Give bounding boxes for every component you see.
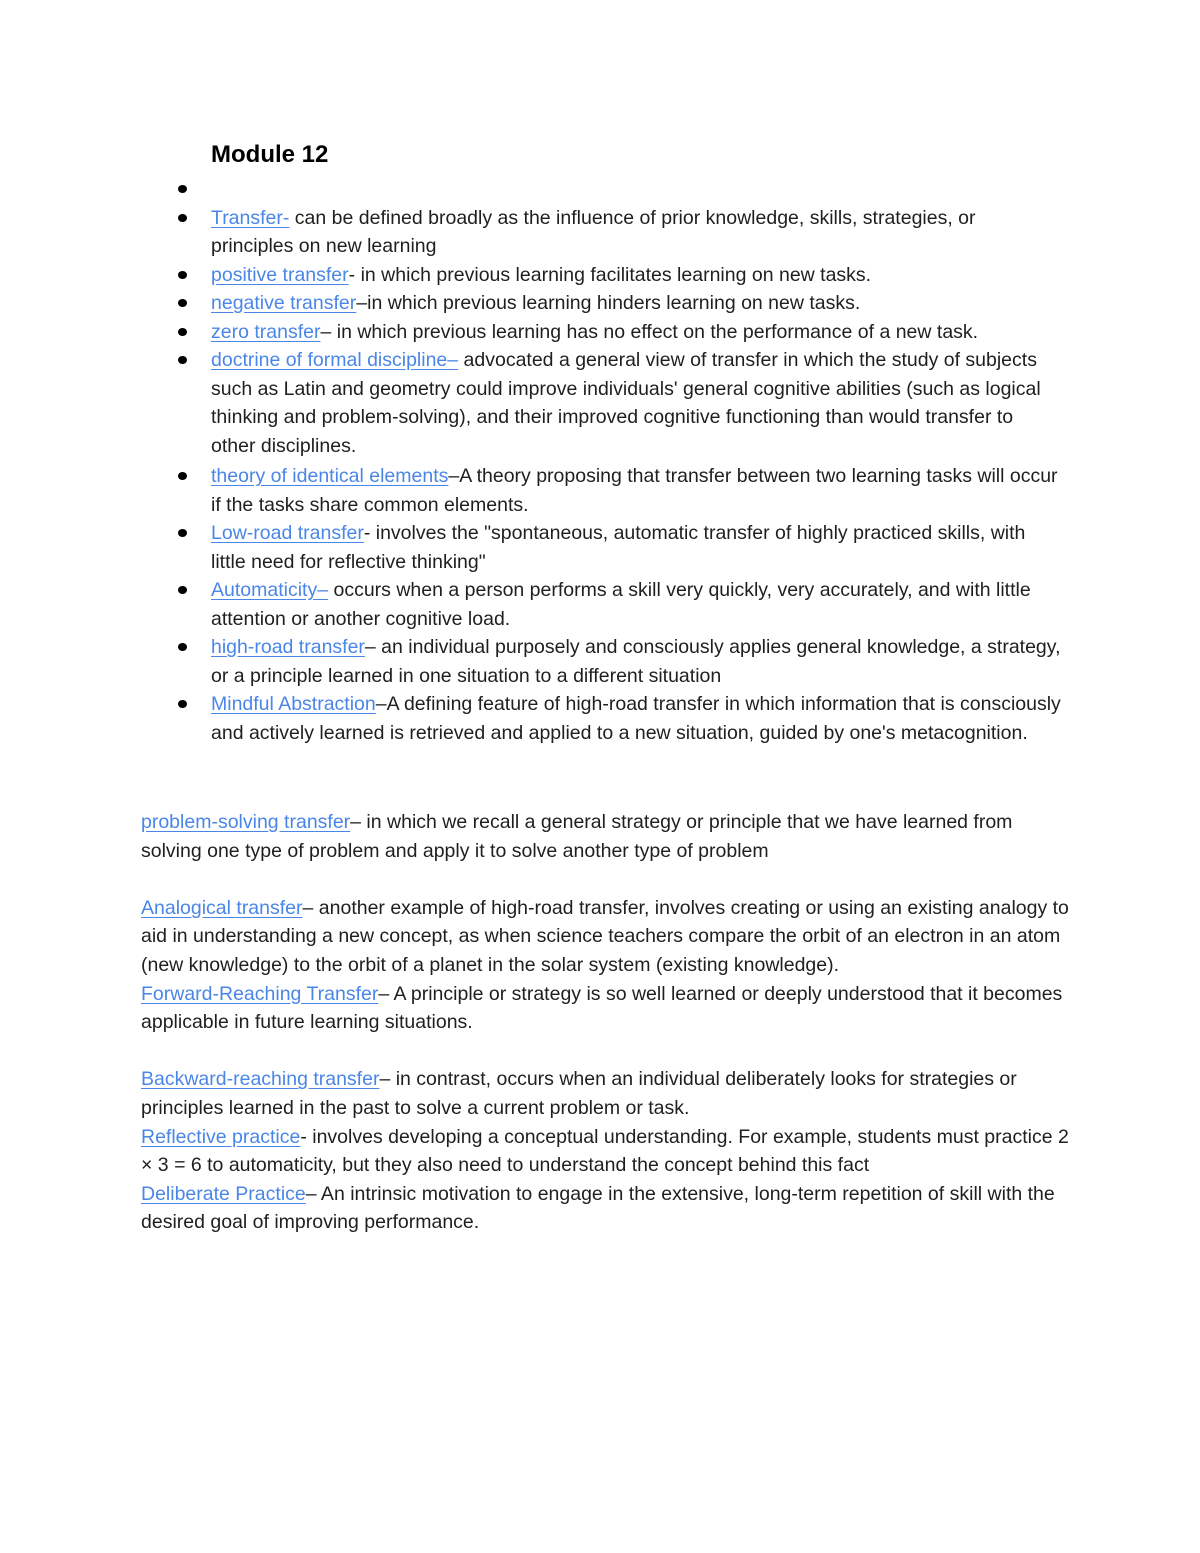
term-link[interactable]: theory of identical elements xyxy=(211,465,449,487)
term-definition: – A principle or strategy is so well learned or deeply understood that it becomes applicable in future learning situations. xyxy=(141,982,1063,1034)
page-title: Module 12 xyxy=(211,141,329,168)
bullet-icon xyxy=(178,185,187,193)
paragraph xyxy=(141,894,1071,980)
bullet-icon xyxy=(178,586,187,594)
term-definition: – another example of high-road transfer, involves creating or using an existing analogy to aid in understanding a new concept, as when science teachers compare the orbit of an electron in an atom (new knowledge) to the orbit of a planet in the solar system (existing knowledge). xyxy=(141,896,1069,976)
term-definition: can be defined broadly as the influence of prior knowledge, skills, strategies, or principles on new learning xyxy=(211,206,976,257)
term-definition: – in which we recall a general strategy or principle that we have learned from solving one type of problem and apply it to solve another type of problem xyxy=(141,811,1013,862)
term-link[interactable]: problem-solving transfer xyxy=(141,811,351,833)
blank-line xyxy=(141,1037,1071,1066)
term-definition: – an individual purposely and consciously applies general knowledge, a strategy, or a principle learned in one situation to a different situation xyxy=(211,636,1061,687)
list-item xyxy=(0,690,1061,747)
term-link[interactable]: Transfer- xyxy=(211,206,290,229)
term-link[interactable]: doctrine of formal discipline– xyxy=(211,349,459,371)
bullet-icon xyxy=(178,472,187,480)
paragraph xyxy=(141,980,1071,1037)
list-item xyxy=(0,462,1061,519)
term-definition: –in which previous learning hinders learning on new tasks. xyxy=(356,292,861,314)
term-definition: – in which previous learning has no effect on the performance of a new task. xyxy=(320,320,979,343)
bullet-icon xyxy=(178,356,187,364)
paragraph xyxy=(141,1180,1071,1237)
bullet-icon xyxy=(178,529,187,537)
term-link[interactable]: Automaticity– xyxy=(211,579,329,601)
term-definition: - involves developing a conceptual understanding. For example, students must practice 2 × 3 = 6 to automaticity, but they also need to understand the concept behind this fact xyxy=(141,1125,1069,1177)
term-definition: – An intrinsic motivation to engage in the extensive, long-term repetition of skill with the desired goal of improving performance. xyxy=(141,1182,1055,1234)
term-link[interactable]: Analogical transfer xyxy=(141,896,303,919)
paragraph xyxy=(141,1065,1071,1122)
term-link[interactable]: negative transfer xyxy=(211,292,357,314)
list-item xyxy=(0,204,1061,261)
term-definition: occurs when a person performs a skill very quickly, very accurately, and with little attention or another cognitive load. xyxy=(211,579,1031,630)
bullet-icon xyxy=(178,700,187,708)
list-item xyxy=(0,346,1061,460)
term-link[interactable]: Reflective practice xyxy=(141,1125,301,1148)
bullet-icon xyxy=(178,214,187,222)
term-definition: - in which previous learning facilitates learning on new tasks. xyxy=(348,263,872,286)
term-definition: –A defining feature of high-road transfer in which information that is consciously and actively learned is retrieved and applied to a new situation, guided by one's metacognition. xyxy=(211,693,1061,744)
list-item xyxy=(0,576,1061,633)
bullet-icon xyxy=(178,328,187,336)
term-definition: –A theory proposing that transfer between two learning tasks will occur if the tasks share common elements. xyxy=(211,465,1058,516)
term-link[interactable]: high-road transfer xyxy=(211,636,365,658)
bullet-icon xyxy=(178,271,187,279)
term-definition: - involves the "spontaneous, automatic transfer of highly practiced skills, with little need for reflective thinking" xyxy=(211,522,1026,573)
term-link[interactable]: Low-road transfer xyxy=(211,522,364,544)
body-paragraphs xyxy=(141,808,1071,1237)
term-link[interactable]: Mindful Abstraction xyxy=(211,693,376,715)
list-item xyxy=(0,318,1061,347)
list-item xyxy=(0,175,1061,204)
term-link[interactable]: positive transfer xyxy=(211,263,349,286)
blank-line xyxy=(141,865,1071,894)
list-item xyxy=(0,261,1061,290)
bullet-icon xyxy=(178,643,187,651)
term-link[interactable]: Forward-Reaching Transfer xyxy=(141,982,379,1005)
list-item xyxy=(0,633,1061,690)
paragraph xyxy=(141,808,1071,865)
term-definition: – in contrast, occurs when an individual deliberately looks for strategies or principles learned in the past to solve a current problem or task. xyxy=(141,1068,1017,1119)
term-definition: advocated a general view of transfer in which the study of subjects such as Latin and geometry could improve individuals' general cognitive abilities (such as logical thinking and problem-solving), and their improved cognitive functioning than would transfer to other disciplines. xyxy=(211,349,1041,457)
term-link[interactable]: zero transfer xyxy=(211,320,321,343)
list-item xyxy=(0,519,1061,576)
definition-list xyxy=(0,175,1200,747)
term-link[interactable]: Backward-reaching transfer xyxy=(141,1068,380,1091)
bullet-icon xyxy=(178,299,187,307)
term-link[interactable]: Deliberate Practice xyxy=(141,1182,306,1205)
list-item xyxy=(0,289,1061,318)
paragraph xyxy=(141,1123,1071,1180)
